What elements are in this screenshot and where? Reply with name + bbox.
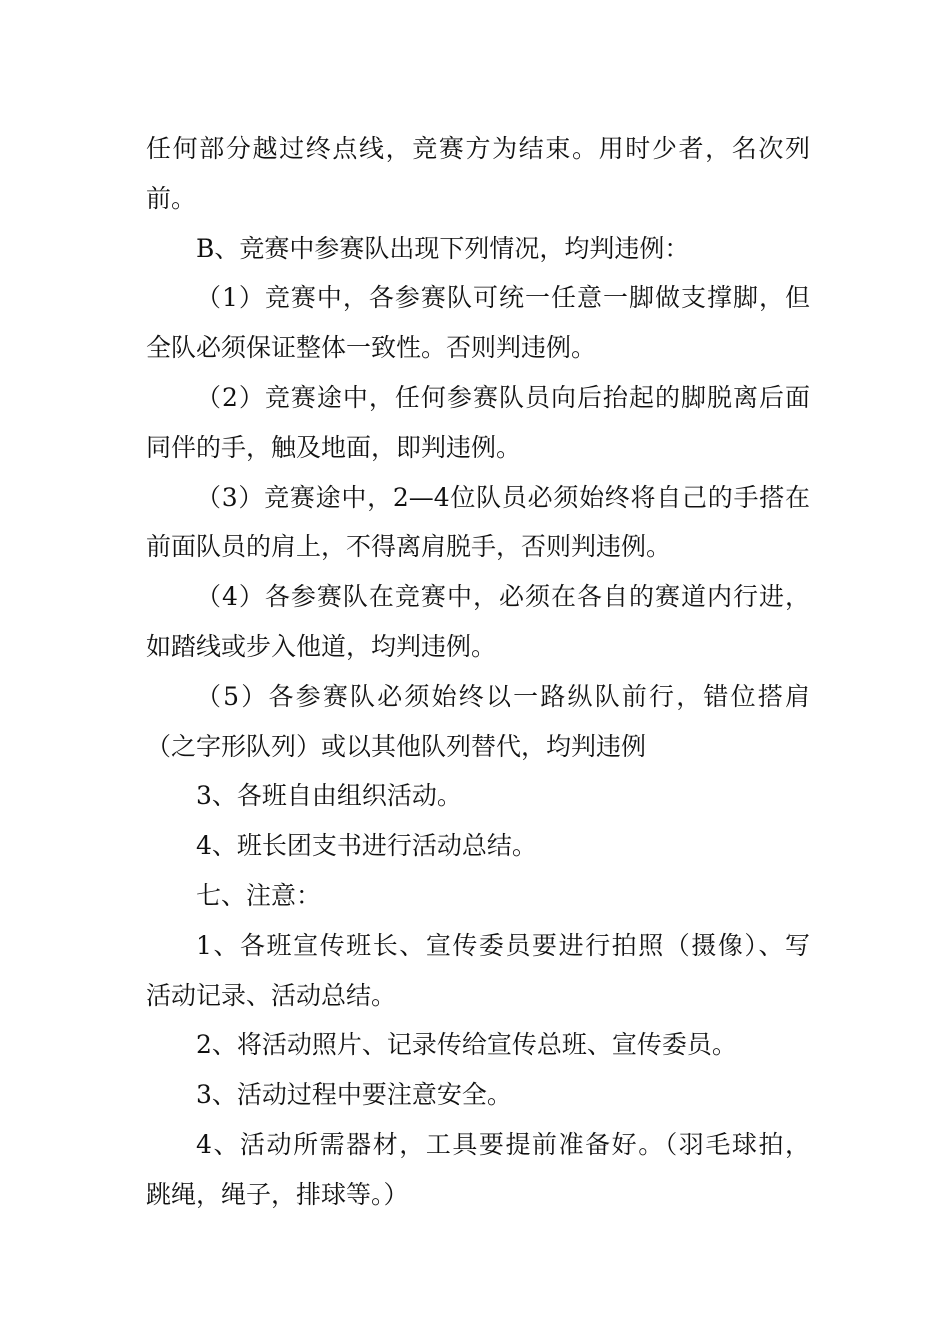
text-line: （2）竞赛途中，任何参赛队员向后抬起的脚脱离后面	[196, 382, 810, 412]
text-line: （之字形队列）或以其他队列替代，均判违例	[146, 731, 647, 761]
paragraph-step-4	[146, 821, 810, 871]
document-page	[146, 124, 810, 1220]
text-line: 七、注意：	[196, 880, 322, 910]
paragraph-note-3	[146, 1070, 810, 1120]
text-line: B、竞赛中参赛队出现下列情况，均判违例：	[196, 233, 690, 263]
text-line: 前。	[146, 183, 197, 213]
section-heading-notes	[146, 871, 810, 921]
paragraph-rule-3	[146, 473, 810, 573]
text-line: 前面队员的肩上，不得离肩脱手，否则判违例。	[146, 532, 672, 562]
paragraph-rule-4	[146, 572, 810, 672]
paragraph-rule-2	[146, 373, 810, 473]
text-line: （1）竞赛中，各参赛队可统一任意一脚做支撑脚，但	[196, 283, 810, 313]
paragraph-note-2	[146, 1020, 810, 1070]
paragraph-step-3	[146, 771, 810, 821]
paragraph-violation-heading	[146, 224, 810, 274]
text-line: 4、班长团支书进行活动总结。	[196, 831, 537, 861]
paragraph-note-4	[146, 1120, 810, 1220]
text-line: 任何部分越过终点线，竞赛方为结束。用时少者，名次列	[146, 134, 810, 163]
text-line: 全队必须保证整体一致性。否则判违例。	[146, 333, 597, 363]
text-line: 跳绳，绳子，排球等。）	[146, 1179, 409, 1209]
paragraph-rule-1	[146, 273, 810, 373]
paragraph-note-1	[146, 921, 810, 1021]
text-line: （3）竞赛途中，2—4位队员必须始终将自己的手搭在	[196, 482, 810, 512]
text-line: 3、各班自由组织活动。	[196, 781, 462, 811]
text-line: 3、活动过程中要注意安全。	[196, 1080, 512, 1110]
text-line: （5）各参赛队必须始终以一路纵队前行，错位搭肩	[196, 681, 810, 711]
paragraph-finish-rule	[146, 124, 810, 224]
text-line: 2、将活动照片、记录传给宣传总班、宣传委员。	[196, 1030, 737, 1060]
text-line: 如踏线或步入他道，均判违例。	[146, 631, 497, 661]
text-line: 活动记录、活动总结。	[146, 980, 397, 1010]
text-line: （4）各参赛队在竞赛中，必须在各自的赛道内行进，	[196, 582, 810, 612]
text-line: 1、各班宣传班长、宣传委员要进行拍照（摄像）、写	[196, 930, 810, 960]
text-line: 4、活动所需器材，工具要提前准备好。（羽毛球拍，	[196, 1129, 810, 1159]
text-line: 同伴的手，触及地面，即判违例。	[146, 432, 522, 462]
paragraph-rule-5	[146, 672, 810, 772]
